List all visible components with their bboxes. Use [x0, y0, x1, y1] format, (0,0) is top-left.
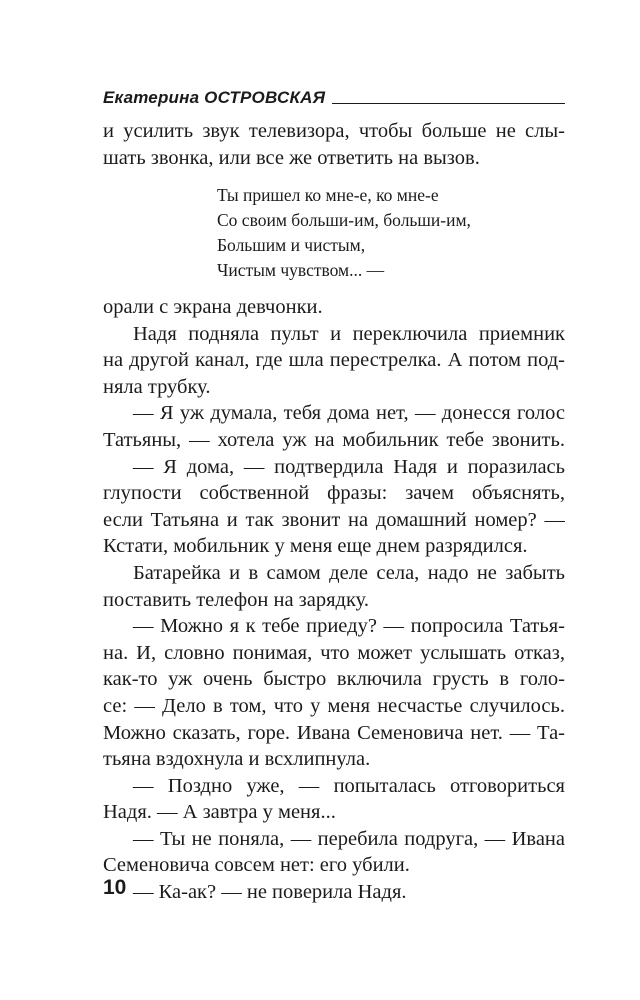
text-line: как-то уж очень быстро включила грусть в голо-	[103, 668, 565, 691]
header-author: Екатерина ОСТРОВСКАЯ	[103, 88, 326, 107]
verse-line: Большим и чистым,	[217, 235, 366, 255]
text-line: Семеновича совсем нет: его убили.	[103, 854, 410, 877]
text-line: орали с экрана девчонки.	[103, 296, 323, 318]
verse-line: Ты пришел ко мне-е, ко мне-е	[217, 185, 439, 205]
text-line: — Ка-ак? — не поверила Надя.	[133, 881, 407, 904]
text-line: — Поздно уже, — попыталась отговориться	[133, 774, 565, 797]
page-number: 10	[103, 876, 127, 899]
text-line: поставить телефон на зарядку.	[103, 588, 369, 611]
text-line: се: — Дело в том, что у меня несчастье случилось.	[103, 694, 565, 717]
text-line: шать звонка, или все же ответить на вызов.	[103, 146, 480, 169]
text-line: — Я дома, — подтвердила Надя и поразилась	[133, 455, 565, 478]
text-line: — Можно я к тебе приеду? — попросила Татья-	[133, 615, 565, 638]
text-line: — Я уж думала, тебя дома нет, — донесся голос	[133, 402, 565, 425]
text-line: няла трубку.	[103, 375, 211, 398]
text-line: Можно сказать, горе. Ивана Семеновича нет. — Та-	[103, 721, 565, 744]
text-line: Надя. — А завтра у меня...	[103, 801, 336, 824]
text-line: Батарейка и в самом деле села, надо не забыть	[133, 561, 565, 584]
running-header	[103, 88, 565, 110]
text-line: если Татьяна и так звонит на домашний номер? —	[103, 508, 565, 531]
verse-block	[217, 183, 471, 283]
text-line: Кстати, мобильник у меня еще днем разрядился.	[103, 535, 528, 558]
text-line: и усилить звук телевизора, чтобы больше не слы-	[103, 120, 565, 142]
text-line: на. И, словно понимая, что может услышать отказ,	[103, 641, 565, 664]
verse-line: Со своим больши-им, больши-им,	[217, 210, 471, 230]
text-line: Татьяны, — хотела уж на мобильник тебе звонить.	[103, 428, 565, 451]
text-line: тьяна вздохнула и всхлипнула.	[103, 748, 371, 771]
text-line: — Ты не поняла, — перебила подруга, — Ивана	[133, 827, 565, 850]
text-block-main	[103, 294, 565, 906]
header-rule	[332, 103, 565, 104]
verse-line: Чистым чувством... —	[217, 260, 385, 280]
text-line: на другой канал, где шла перестрелка. А потом под-	[103, 349, 565, 372]
text-block-top	[103, 118, 565, 171]
text-line: Надя подняла пульт и переключила приемник	[133, 322, 565, 345]
text-line: глупости собственной фразы: зачем объяснять,	[103, 482, 565, 505]
